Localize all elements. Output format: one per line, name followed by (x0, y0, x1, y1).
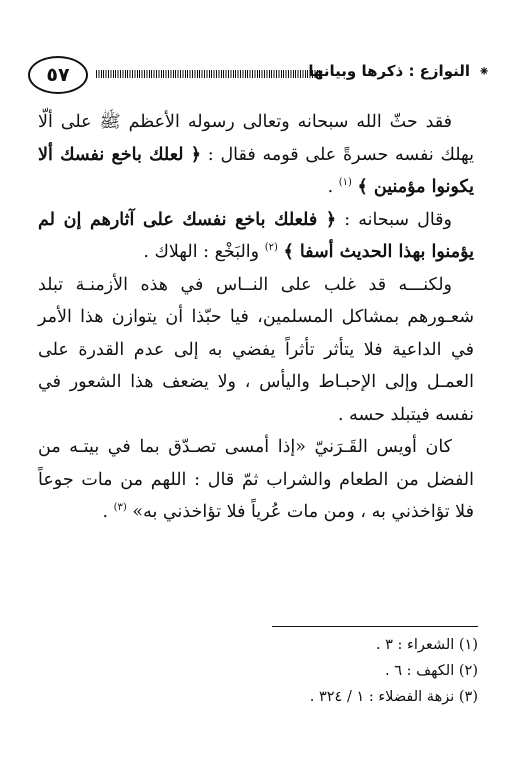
footnote-ref-3: (٣) (113, 502, 127, 514)
paragraph-2-text: وقال سبحانه : (344, 209, 452, 230)
paragraph-1-end: . (327, 177, 334, 197)
page-header (28, 56, 494, 96)
paragraph-4 (38, 431, 474, 529)
footnotes (178, 632, 478, 710)
verse-1: ﴿ لعلك باخع نفسك ألا يكونوا مؤمنين ﴾ (38, 144, 474, 197)
footnote-ref-2: (٢) (264, 242, 278, 254)
main-text (38, 106, 474, 529)
paragraph-4-end: . (102, 502, 109, 522)
footnote-ref-1: (١) (338, 177, 352, 189)
footnote-2: (٢) الكهف : ٦ . (384, 663, 478, 679)
paragraph-3-text: ولكنـــه قد غلب على النــاس في هذه الأزمنـة تبلد شعـورهم بمشاكل المسلمين، فيا حبّذا أن يتوازن هذا الأمر في الداعية فلا يتأثر تأثراً يفضي به إلى عدم القدرة على العمـل وإلى الإحبـاط واليأس ، ولا يضعف هذا الشعور في نفسه فيتبلد حسه . (38, 274, 474, 425)
paragraph-2 (38, 204, 474, 269)
paragraph-1-text: فقد حثّ الله سبحانه وتعالى رسوله الأعظم ﷺ على ألّا يهلك نفسه حسرةً على قومه فقال : (38, 112, 474, 165)
paragraph-4-text: كان أويس القَـرَنيّ «إذا أمسى تصـدّق بما في بيتـه من الفضل من الطعام والشراب ثمّ قال : اللهم من مات جوعاً فلا تؤاخذني به ، ومن مات عُرياً فلا تؤاخذني به» (38, 437, 474, 522)
verse-2: ﴿ فلعلك باخع نفسك على آثارهم إن لم يؤمنوا بهذا الحديث أسفا ﴾ (38, 209, 474, 262)
page-number: ٥٧ (28, 56, 88, 94)
paragraph-1 (38, 106, 474, 204)
footnote-1: (١) الشعراء : ٣ . (375, 637, 478, 653)
running-title: النوازع : ذكرها وبيانها (308, 62, 470, 80)
star-icon: ⁕ (478, 64, 490, 80)
footnote-separator (272, 626, 478, 627)
footnote-3: (٣) نزهة الفضلاء : ١ / ٣٢٤ . (309, 689, 478, 705)
header-rule (96, 70, 322, 78)
paragraph-3 (38, 269, 474, 432)
paragraph-2-end: والبَخْع : الهلاك . (143, 242, 260, 262)
